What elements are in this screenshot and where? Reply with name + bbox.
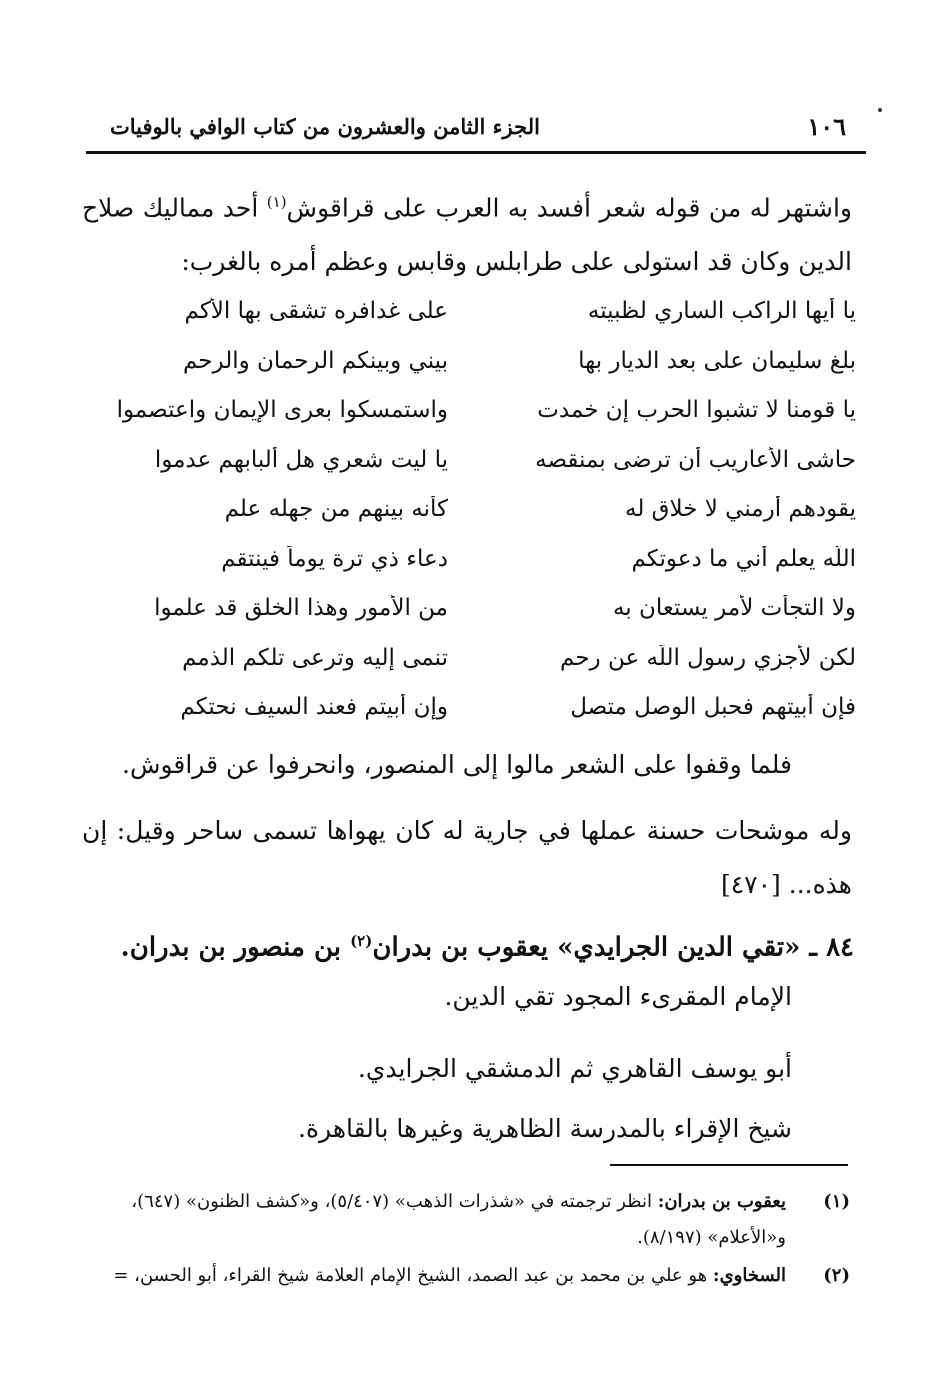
verse-first-hemistich: اللّه يعلم أني ما دعوتكم (631, 545, 856, 572)
verse-second-hemistich: وإن أبيتم فعند السيف نحتكم (180, 694, 448, 720)
entry-title-text: ٨٤ ـ «تقي الدين الجرايدي» يعقوب بن بدران (372, 932, 854, 963)
verse-second-hemistich: بيني وبينكم الرحمان والرحم (182, 347, 448, 374)
entry-line: شيخ الإقراء بالمدرسة الظاهرية وغيرها بالقاهرة. (298, 1114, 792, 1143)
footnote-rule (610, 1164, 848, 1166)
intro-text-continued: أحد مماليك صلاح الدين وكان قد استولى على طرابلس وقابس وعظم أمره بالغرب: (82, 193, 852, 277)
verse-first-hemistich: يا أيها الراكب الساري لظبيته (587, 298, 856, 324)
after-poem-paragraph: فلما وقفوا على الشعر مالوا إلى المنصور، وانحرفوا عن قراقوش. (122, 750, 792, 779)
footnote-body: هو علي بن محمد بن عبد الصمد، الشيخ الإمام العلامة شيخ القراء، أبو الحسن، = (113, 1265, 713, 1286)
margin-mark (878, 108, 882, 112)
footnote (70, 1258, 850, 1294)
verse-second-hemistich: من الأمور وهذا الخلق قد علموا (154, 595, 448, 621)
poem-verse (80, 587, 856, 637)
footnote-text (70, 1258, 786, 1294)
verse-first-hemistich: لكن لأجزي رسول اللّه عن رحم (560, 644, 856, 671)
poem-verse (80, 488, 856, 538)
footnote-head: السخاوي: (712, 1265, 786, 1286)
verse-second-hemistich: تنمى إليه وترعى تلكم الذمم (182, 644, 448, 671)
poem-verse (80, 389, 856, 439)
poem-verse (80, 290, 856, 340)
poem (80, 290, 856, 736)
verse-second-hemistich: يا ليت شعري هل ألبابهم عدموا (154, 446, 448, 473)
intro-paragraph (82, 175, 852, 289)
verse-second-hemistich: على غدافره تشقى بها الأكم (184, 298, 448, 324)
muwashshah-paragraph: وله موشحات حسنة عملها في جارية له كان يهواها تسمى ساحر وقيل: إن هذه... [٤٧٠] (82, 816, 852, 899)
footnote-ref-2[interactable]: (٢) (350, 932, 373, 950)
page-number: ١٠٦ (807, 112, 846, 141)
verse-first-hemistich: ولا التجأت لأمر يستعان به (612, 595, 856, 621)
footnote-body: انظر ترجمته في «شذرات الذهب» (٥/٤٠٧)، و«كشف الظنون» (٦٤٧)، و«الأعلام» (٨/١٩٧). (131, 1191, 786, 1248)
entry-title (74, 916, 854, 973)
footnote-number: (٢) (823, 1265, 850, 1286)
page-header (88, 112, 864, 148)
poem-verse (80, 439, 856, 489)
poem-verse (80, 538, 856, 588)
header-rule (86, 151, 866, 154)
verse-first-hemistich: بلغ سليمان على بعد الديار بها (578, 347, 856, 374)
verse-first-hemistich: يا قومنا لا تشبوا الحرب إن خمدت (537, 397, 856, 423)
footnote-head: يعقوب بن بدران: (657, 1191, 786, 1212)
verse-first-hemistich: يقودهم أرمني لا خلاق له (624, 496, 856, 522)
poem-verse (80, 637, 856, 687)
footnote-number: (١) (823, 1191, 850, 1212)
poem-verse (80, 686, 856, 736)
footnote-text (70, 1184, 786, 1256)
entry-line: أبو يوسف القاهري ثم الدمشقي الجرايدي. (357, 1054, 792, 1083)
running-title: الجزء الثامن والعشرون من كتاب الوافي بالوفيات (110, 114, 540, 139)
verse-second-hemistich: دعاء ذي ترة يوماً فينتقم (221, 545, 448, 572)
verse-first-hemistich: حاشى الأعاريب أن ترضى بمنقصه (535, 446, 856, 473)
entry-title-continued: بن منصور بن بدران. (120, 932, 351, 963)
intro-text: واشتهر له من قوله شعر أفسد به العرب على قراقوش (286, 193, 853, 223)
footnote (70, 1184, 850, 1256)
verse-second-hemistich: كأنه بينهم من جهله علم (224, 496, 448, 522)
entry-line: الإمام المقرىء المجود تقي الدين. (444, 982, 792, 1011)
footnote-ref-1[interactable]: (١) (266, 193, 287, 211)
verse-second-hemistich: واستمسكوا بعرى الإيمان واعتصموا (116, 397, 448, 423)
verse-first-hemistich: فإن أبيتهم فحبل الوصل متصل (570, 694, 856, 720)
poem-verse (80, 340, 856, 390)
